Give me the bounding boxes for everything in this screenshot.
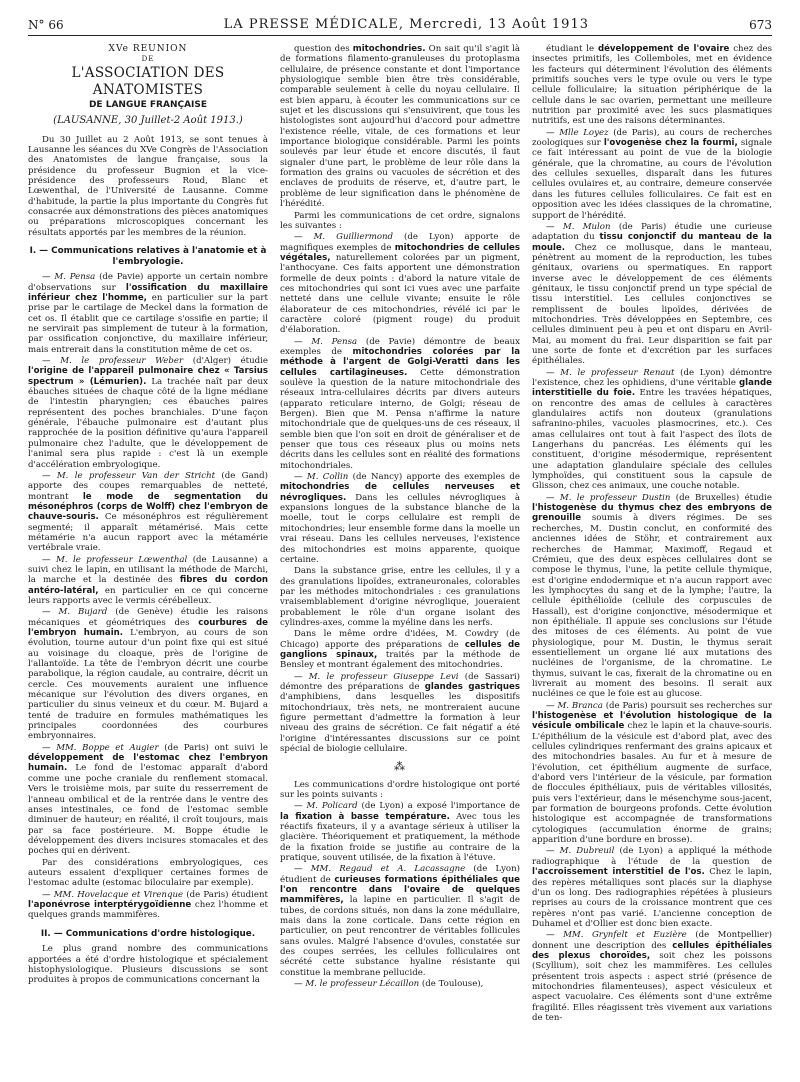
communication-paragraph — [28, 272, 268, 355]
paragraph-text: (de Paris) étudient — [183, 889, 268, 900]
paragraph-rest: On sait qu'il s'agit là de formations filamento-granuleuses du protoplasma cellulaire, de présence constante et dont l'importance physiologique semble bien être très considérable, comparable seulement à celle du noyau cellulaire. Il est bien apparu, à écouter les communications sur ce sujet et les discussions qui s'ensuivirent, que tous les histologistes sont aujourd'hui d'accord pour admettre l'existence réelle, vitale, de ces formations et leur importance biologique considérable. Parmi les points soulevés par leur étude et encore discutés, il faut signaler d'une part, le problème de leur rôle dans la formation des grains ou vacuoles de sécrétion et des enclaves de produits de réserve, et, d'autre part, le problème de leur signification dans le phénomène de l'hérédité. — [280, 44, 520, 210]
column-3 — [532, 44, 772, 1074]
column-2-paragraphs — [280, 44, 520, 754]
paragraph-topic: glandes gastriques — [424, 681, 520, 692]
article-columns — [28, 44, 772, 1074]
paragraph-author: — M. Collin — [294, 472, 349, 483]
paragraph-rest: en particulier sur la part prise par le cartilage de Meckel dans la formation de cet os. Il établit que ce cartilage s'ossifie en partie; il ne servirait pas simplement de tuteur à la formation, par ossification conjonctive, du maxillaire inférieur, mais entrerait dans la constitution même de cet os. — [28, 293, 268, 355]
paragraph-text: (de Lyon) démontre l'existence, chez les ophidiens, d'une véritable — [532, 367, 772, 388]
paragraph-topic: mitochondries de cellules végétales, — [280, 242, 520, 263]
communication-paragraph — [280, 232, 520, 335]
paragraph-rest: La trachée naît par deux ébauches situées de chaque côté de la ligne médiane de l'intestin pharyngien; ces ébauches paires représentent des poches branchiales. D'une façon générale, l'ébauche pulmonaire est d'autant plus rapprochée de la position définitive qu'aura l'appareil pulmonaire chez l'adulte, que le développement de l'animal sera plus rapide : c'est là un exemple d'accélération embryologique. — [28, 376, 268, 470]
column-2-paragraphs-b — [280, 780, 520, 990]
paragraph-topic: cellules de ganglions spinaux, — [280, 639, 520, 660]
communication-paragraph — [532, 368, 772, 492]
paragraph-topic: curieuses formations épithéliales que l'on rencontre dans l'ovaire de quelques mammifères, — [280, 874, 520, 906]
paragraph-text: (de Paris), au cours de recherches zoologiques sur — [532, 127, 772, 149]
paragraph-rest: chez l'homme et quelques grands mammifères. — [28, 899, 268, 921]
communication-paragraph — [28, 356, 268, 470]
communication-paragraph — [28, 858, 268, 889]
paragraph-topic: cellules épithéliales des plexus choroïdes, — [532, 940, 772, 961]
title-line-3: L'ASSOCIATION DES ANATOMISTES — [71, 65, 225, 98]
column-3-paragraphs — [532, 44, 772, 1023]
page-number-right: 673 — [749, 18, 772, 32]
article-title — [28, 44, 268, 127]
paragraph-text: Parmi les communications de cet ordre, signalons les suivantes : — [280, 210, 520, 231]
paragraph-topic: mitochondries de cellules nerveuses et névrogliques. — [280, 482, 520, 503]
communication-paragraph — [532, 44, 772, 127]
paragraph-author: — M. le professeur Van der Stricht — [42, 470, 216, 481]
paragraph-topic: l'aponévrose interptérygoïdienne — [28, 899, 192, 910]
paragraph-rest: en particulier en ce qui concerne leurs rapports avec le vermis cérébelleux. — [28, 585, 268, 606]
paragraph-topic: l'ovogenèse chez la fourmi, — [603, 138, 738, 149]
paragraph-rest: soit chez les poissons (Scyllium), soit chez les mammifères. Les cellules présentent trois aspects : aspect strié (présence de mitochondries filamenteuses), aspect vésiculeux et aspect vacuolaire. Ces éléments sont d'une extrême fragilité. Elles réagissent très vivement aux variations de ten- — [532, 950, 772, 1023]
paragraph-author: — Mlle Loyez — [546, 127, 609, 138]
paragraph-author: — M. Guilliermond — [294, 232, 394, 243]
communication-paragraph — [28, 743, 268, 857]
paragraph-rest: Entre les travées hépatiques, on rencontre des amas de cellules à caractères glandulaires actifs non douteux (granulations safranino-philes, vacuoles plasmocrines, etc.). Ces amas cellulaires ont tout à fait l'aspect des îlots de Langerhans du pancréas. Les éléments qui les constituent, d'origine mésodermique, représentent une adaptation glandulaire spéciale des cellules lymphoïdes, qui constituent sous la capsule de Glisson, chez ces animaux, une couche notable. — [532, 388, 772, 492]
paragraph-text: (de Paris) ont suivi le — [158, 742, 268, 753]
paragraph-text: Dans la substance grise, entre les cellules, il y a des granulations lipoïdes, extraneuronales, colorables par les méthodes mitochondriales : ces granulations vraisemblablement d'origine névroglique, joueraient probablement le rôle d'un organe isolant des cylindres-axes, comme la myéline dans les nerfs. — [280, 566, 520, 628]
communication-paragraph — [280, 801, 520, 863]
paragraph-topic: la fixation à basse température. — [280, 811, 450, 822]
paragraph-author: — M. le professeur Weber — [42, 356, 184, 367]
paragraph-topic: le mode de segmentation du mésonéphros (corps de Wolff) chez l'embryon de chauve-souris. — [28, 491, 268, 523]
paragraph-text: (de Pavie) démontre de beaux exemples de — [280, 336, 520, 357]
title-line-5: (LAUSANNE, 30 Juillet-2 Août 1913.) — [53, 114, 243, 126]
paragraph-text: étudiant le — [546, 44, 598, 54]
communication-paragraph — [280, 864, 520, 978]
paragraph-author: — M. le professeur Renaut — [546, 367, 675, 378]
paragraph-rest: Dans les cellules névrogliques à expansions longues de la substance blanche de la moelle, tout le corps cellulaire est rempli de mitochondries; leur ensemble forme dans la moelle un vrai réseau. Dans les cellules nerveuses, l'existence des mitochondries est moins apparente, quoique certaine. — [280, 492, 520, 565]
paragraph-rest: chez le lapin et la chauve-souris. L'épithélium de la vésicule est d'abord plat, avec des cellules cylindriques renfermant des grains apicaux et des mitochondries basales. Au fur et à mesure de l'évolution, cet épithélium augmente de surface, d'abord vers l'intérieur de la vésicule, par formation de floccules épithéliaux, puis de véritables villosités, puis vers l'extérieur, dans le mésenchyme sous-jacent, par formation de bourgeons profonds. Cette évolution histologique est accompagnée de transformations cytologiques (accumulation énorme de grains; apparition d'une bordure en brosse). — [532, 721, 772, 846]
title-line-4: DE LANGUE FRANÇAISE — [88, 99, 208, 110]
paragraph-text: (de Lyon) apporte de magnifiques exemples de — [280, 232, 520, 253]
paragraph-topic: mitochondries. — [352, 44, 426, 54]
paragraph-rest: Avec tous les réactifs fixateurs, il y a avantage sérieux à utiliser la glacière. Théoriquement et pratiquement, la méthode de la fixation froide se justifie au contraire de la pratique, souvent utilisée, de la fixation à l'étuve. — [280, 811, 520, 864]
title-line-2: DE — [141, 54, 155, 63]
paragraph-author: — M. Policard — [294, 801, 358, 812]
paragraph-author: — M. le professeur Lécaillon — [294, 979, 420, 990]
paragraph-text: Les communications d'ordre histologique ont porté sur les points suivants : — [280, 779, 520, 800]
paragraph-text: (de Genève) étudie les raisons mécaniques et géométriques des — [28, 607, 268, 628]
paragraph-text: (de Sassari) démontre des préparations de — [280, 671, 520, 692]
paragraph-text: question des — [294, 44, 353, 54]
paragraph-rest: signale ce fait intéressant au point de vue de la biologie générale, que la chromatine, au cours de l'évolution des cellules sexuelles, disparaît dans les futures cellules ovulaires et, au contraire, demeure conservée dans les futures cellules folliculaires. Ce fait est en opposition avec les idées classiques de la chromatine, support de l'hérédité. — [532, 138, 772, 221]
paragraph-author: — M. Pensa — [42, 272, 96, 283]
paragraph-text: (de Gand) apporte des coupes remarquables de netteté, montrant — [28, 470, 268, 502]
communication-paragraph — [280, 44, 520, 210]
communication-paragraph — [280, 472, 520, 565]
paragraph-topic: mitochondries colorées par la méthode à l'argent de Golgi-Veratti dans les cellules cartilagineuses. — [280, 346, 520, 378]
section-heading-2: II. — Communications d'ordre histologique. — [40, 928, 256, 939]
page-number-left: N° 66 — [28, 18, 64, 32]
paragraph-text: (d'Alger) étudie — [183, 356, 268, 367]
paragraph-rest: Chez le lapin, des repères métalliques sont placés sur la diaphyse d'un os long. Des radiographies répétées à plusieurs reprises au cours de la croissance montrent que ces repères n'ont pas varié. L'ancienne conception de Duhamel et d'Ollier est donc bien exacte. — [532, 867, 772, 929]
paragraph-rest: Ce mésonéphros est régulièrement segmenté; il apparaît métamérisé. Mais cette métamérie n'a aucun rapport avec la métamérie vertébrale vraie. — [28, 512, 268, 554]
paragraph-rest: Cette démonstration soulève la question de la nature mitochondriale des réseaux intra-cellulaires décrits par divers auteurs (apparato reticulare interno, de Golgi; réseau de Bergen). Bien que M. Pensa n'affirme la nature mitochondriale que de quelques-uns de ces réseaux, il semble bien que l'on soit en droit de généraliser et de penser que tous ces réseaux plus ou moins nets décrits dans les cellules sont en réalité des formations mitochondriales. — [280, 367, 520, 471]
column-2 — [280, 44, 520, 1074]
communication-paragraph — [280, 629, 520, 670]
column-1 — [28, 44, 268, 1074]
column-1-end-paragraph: Le plus grand nombre des communications apportées a été d'ordre histologique et spécialement histophysiologique. Plusieurs discussions se sont produites à propos de communications concernant la — [28, 944, 268, 986]
section-separator: ⁂ — [394, 760, 406, 774]
paragraph-text: Dans le même ordre d'idées, M. Cowdry (de Chicago) apporte des préparations de — [280, 629, 520, 650]
paragraph-topic: développement de l'estomac chez l'embryon humain. — [28, 753, 268, 774]
paragraph-topic: l'accroissement interstitiel de l'os. — [532, 867, 705, 878]
paragraph-rest: L'embryon, au cours de son évolution, tourne autour d'un point fixe qui est situé au voisinage du cloaque, près de l'origine de l'allantoïde. La tête de l'embryon décrit une courbe parabolique, la région caudale, au contraire, décrit un cercle. Ces mouvements auraient une influence mécanique sur l'évolution des divers organes, en particulier du sinus veineux et du cœur. M. Bujard a tenté de traduire en formules mathématiques les principales coordonnées des courbures embryonnaires. — [28, 628, 268, 742]
paragraph-author: — M. le professeur Giuseppe Levi — [294, 671, 459, 682]
paragraph-text: (de Lausanne) a suivi chez le lapin, en utilisant la méthode de Marchi, la marche et la destinée des — [28, 554, 268, 586]
paragraph-text: (de Nancy) apporte des exemples de — [348, 472, 520, 483]
communication-paragraph — [532, 930, 772, 1023]
paragraph-text: (de Montpellier) donnent une description des — [532, 930, 772, 951]
paragraph-text: (de Lyon) a appliqué la méthode radiographique à l'étude de la question de — [532, 846, 772, 867]
paragraph-text: (de Bruxelles) étudie — [670, 492, 772, 503]
paragraph-rest: soumis à divers régimes. De ses recherches, M. Dustin conclut, en conformité des anciennes idées de Stöhr, et contrairement aux recherches de Hammar, Maximoff, Regaud et Crémieu, que des deux espèces cellulaires dont se compose le thymus, l'une, la petite cellule thymique, est d'origine endodermique et n'a aucun rapport avec les lymphocytes du sang et de la lymphe; l'autre, la cellule épithélioïde (cellule des corpuscules de Hassall), est d'origine conjonctive, mésodermique et non épithéliale. Il appuie ses conclusions sur l'étude des mitoses de ces éléments. Au point de vue physiologique, pour M. Dustin, le thymus serait essentiellement un organe lié aux mutations des nucléines de l'organisme, de la chromatine. Le thymus, suivant le cas, fixerait de la chromatine ou en livrerait au moment des besoins. Il serait aux nucléines ce que le foie est au glucose. — [532, 513, 772, 700]
paragraph-topic: l'ossification du maxillaire inférieur chez l'homme, — [28, 282, 268, 303]
communication-paragraph — [532, 846, 772, 929]
paragraph-author: — M. le professeur Dustin — [546, 492, 671, 503]
paragraph-author: — MM. Hovelacque et Virenque — [42, 889, 184, 900]
title-line-1: XVe RÉUNION — [108, 44, 188, 54]
paragraph-topic: l'histogenèse et l'évolution histologique de la vésicule ombilicale — [532, 711, 772, 732]
communication-paragraph — [532, 493, 772, 700]
paragraph-text: (de Toulouse), — [419, 979, 484, 990]
paragraph-rest: traités par la méthode de Bensley et montrant également des mitochondries. — [280, 649, 520, 671]
paragraph-author: — M. Bujard — [42, 607, 108, 618]
paragraph-rest: naturellement colorées par un pigment, l'anthocyane. Ces faits apportent une démonstration formelle de deux points : d'abord la nature vitale de ces mitochondries qui sont ici vues avec une parfaite netteté dans une cellule vivante; ensuite le rôle élaborateur de ces mitochondries, révélé ici par le caractère coloré (pigment rouge) du produit d'élaboration. — [280, 252, 520, 336]
paragraph-author: — M. Mulon — [546, 221, 611, 232]
paragraph-text: (de Paris) étudie une curieuse adaptation du — [532, 221, 772, 243]
communication-paragraph — [28, 607, 268, 741]
communication-paragraph — [280, 780, 520, 801]
communication-paragraph — [280, 211, 520, 232]
paragraph-author: — MM. Grynfelt et Euzière — [546, 930, 687, 941]
communication-paragraph — [28, 555, 268, 607]
paragraph-topic: développement de l'ovaire — [597, 44, 730, 54]
paragraph-author: — MM. Regaud et A. Lacassagne — [294, 864, 466, 875]
communication-paragraph — [532, 701, 772, 846]
paragraph-rest: d'amphibiens, dans lesquelles les dispositifs mitochondriaux, très nets, ne montreraient aucune figure permettant d'admettre la formation à leur niveau des grains de sécrétion. Ce fait négatif a été l'origine d'intéressantes discussions sur ce point spécial de biologie cellulaire. — [280, 692, 520, 755]
journal-title: LA PRESSE MÉDICALE, Mercredi, 13 Août 1913 — [223, 17, 589, 32]
paragraph-author: — M. Branca — [546, 700, 603, 711]
paragraph-topic: l'origine de l'appareil pulmonaire chez « Tarsius spectrum » (Lémurien). — [28, 366, 268, 387]
intro-paragraph: Du 30 Juillet au 2 Août 1913, se sont tenues à Lausanne les séances du XVe Congrès de l'Association des Anatomistes de langue française, sous la présidence du professeur Bugnion et la vice-présidence des professeurs Roud, Blanc et Lœwenthal, de l'Université de Lausanne. Comme d'habitude, la partie la plus importante du Congrès fut consacrée aux démonstrations des pièces anatomiques ou préparations microscopiques concernant les résultats apportés par les membres de la réunion. — [28, 134, 268, 238]
column-1-paragraphs — [28, 272, 268, 920]
communication-paragraph — [28, 471, 268, 554]
paragraph-rest: chez des insectes primitifs, les Collemboles, met en évidence les facteurs qui déterminent l'évolution des éléments primitifs souches vers le type ovule ou vers le type cellule folliculaire; la situation périphérique de la cellule dans le sac ovarien, permettant une meilleure nutrition par proximité avec les sucs plasmatiques nutritifs, est une des raisons déterminantes. — [532, 44, 772, 127]
communication-paragraph — [28, 890, 268, 921]
paragraph-text: (de Lyon) étudient de — [280, 864, 520, 885]
paragraph-text: Par des considérations embryologiques, ces auteurs essaient d'expliquer certaines formes de l'estomac adulte (estomac biloculaire par exemple). — [28, 857, 268, 889]
paragraph-author: — MM. Boppe et Augier — [42, 742, 159, 753]
communication-paragraph — [280, 337, 520, 471]
paragraph-text: (de Pavie) apporte un certain nombre d'observations sur — [28, 272, 268, 293]
communication-paragraph — [280, 566, 520, 628]
paragraph-topic: tissu conjonctif du manteau de la moule. — [532, 232, 772, 253]
paragraph-rest: Le fond de l'estomac apparaît d'abord comme une poche craniale du renflement stomacal. Vers le troisième mois, par suite du resserrement de l'anneau ombilical et de la rentrée dans le ventre des anses intestinales, ce fond de l'estomac semble diminuer de hauteur; en réalité, il croît toujours, mais par sa face postérieure. M. Boppe étudie le développement des divers incisures stomacales et des poches qui en dérivent. — [28, 763, 268, 857]
section-heading-1: I. — Communications relatives à l'anatomie et à l'embryologie. — [29, 246, 267, 267]
paragraph-text: (de Lyon) a exposé l'importance de — [357, 801, 520, 812]
paragraph-topic: courbures de l'embryon humain. — [28, 617, 268, 638]
communication-paragraph — [280, 979, 520, 989]
paragraph-rest: Chez ce mollusque, dans le manteau, pénètrent au moment de la reproduction, les tubes génitaux, ovariens ou spermatiques. En rapport inverse avec le développement de ces éléments génitaux, le tissu conjonctif prend un type spécial de tissu interstitiel. Les cellules conjonctives se remplissent de boules lipoïdes, dérivées de mitochondries. Très développées en Septembre, ces cellules diminuent peu à peu et ont disparu en Avril-Mai, au moment du frai. Leur disparition se fait par une sorte de fonte et d'excrétion par les surfaces épithéliales. — [532, 242, 772, 367]
paragraph-author: — M. Dubreuil — [546, 846, 615, 857]
paragraph-topic: fibres du cordon antéro-latéral, — [28, 575, 268, 596]
page-header — [28, 12, 772, 36]
paragraph-author: — M. le professeur Lœwenthal — [42, 554, 188, 565]
paragraph-text: (de Paris) poursuit ses recherches sur — [602, 700, 772, 711]
paragraph-topic: l'histogenèse du thymus chez des embryons de grenouille — [532, 503, 772, 524]
paragraph-topic: glande interstitielle du foie. — [532, 378, 772, 399]
communication-paragraph — [532, 128, 772, 221]
communication-paragraph — [280, 672, 520, 755]
paragraph-rest: la lapine en particulier. Il s'agit de tubes, de cordons situés, non dans la zone médullaire, mais dans la zone corticale. Dans cette région en particulier, on peut rencontrer de véritables follicules sans ovules. Malgré l'absence d'ovules, constatée sur des coupes serrées, les cellules folliculaires ont sécrété cette substance hyaline résistante qui constitue la membrane pellucide. — [280, 895, 520, 978]
communication-paragraph — [532, 222, 772, 367]
paragraph-author: — M. Pensa — [294, 336, 358, 347]
